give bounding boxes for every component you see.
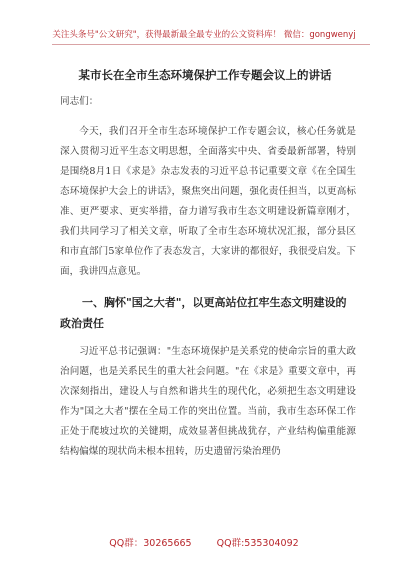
section-1-paragraph: 习近平总书记强调："生态环境保护是关系党的使命宗旨的重大政治问题，也是关系民生的重大社会问题。"在《求是》重要文章中，再次深刻指出，建设人与自然和谐共生的现代化，必须把生态文明建设作为"国之大者"摆在全局工作的突出位置。当前，我市生态环保工作正处于爬坡过坎的关键期，成效显著但挑战犹存，产业结构偏重能源结构偏煤的现状尚未根本扭转，历史遗留污染治理仍 [60,346,356,457]
intro-paragraph: 今天，我们召开全市生态环境保护工作专题会议，核心任务就是深入贯彻习近平生态文明思想，全面落实中央、省委最新部署，特别是围绕8月1日《求是》杂志发表的习近平总书记重要文章《在全国生态环境保护大会上的讲话》，聚焦突出问题，强化责任担当，以更高标准、更严要求、更实举措，奋力谱写我市生态文明建设新篇章刚才，我们共同学习了相关文章，听取了全市生态环境状况汇报，部分县区和市直部门5家单位作了表态发言，大家讲的都很好，我很受启发。下面，我讲四点意见。 [60,126,356,277]
header-note: 关注头条号"公文研究"，获得最新最全最专业的公文资料库！ 微信：gongwenyj [52,30,356,40]
document-body [60,94,356,462]
document-title: 某市长在全市生态环境保护工作专题会议上的讲话 [78,68,332,82]
greeting: 同志们： [60,96,99,107]
footer-contacts [0,535,408,549]
footer-qq-group-2: QQ群:535304092 [216,538,299,549]
footer-qq-group-1: QQ群：30265665 [109,538,192,549]
header-divider [52,44,370,45]
section-heading-1: 一、胸怀"国之大者"，以更高站位扛牢生态文明建设的政治责任 [60,296,347,330]
